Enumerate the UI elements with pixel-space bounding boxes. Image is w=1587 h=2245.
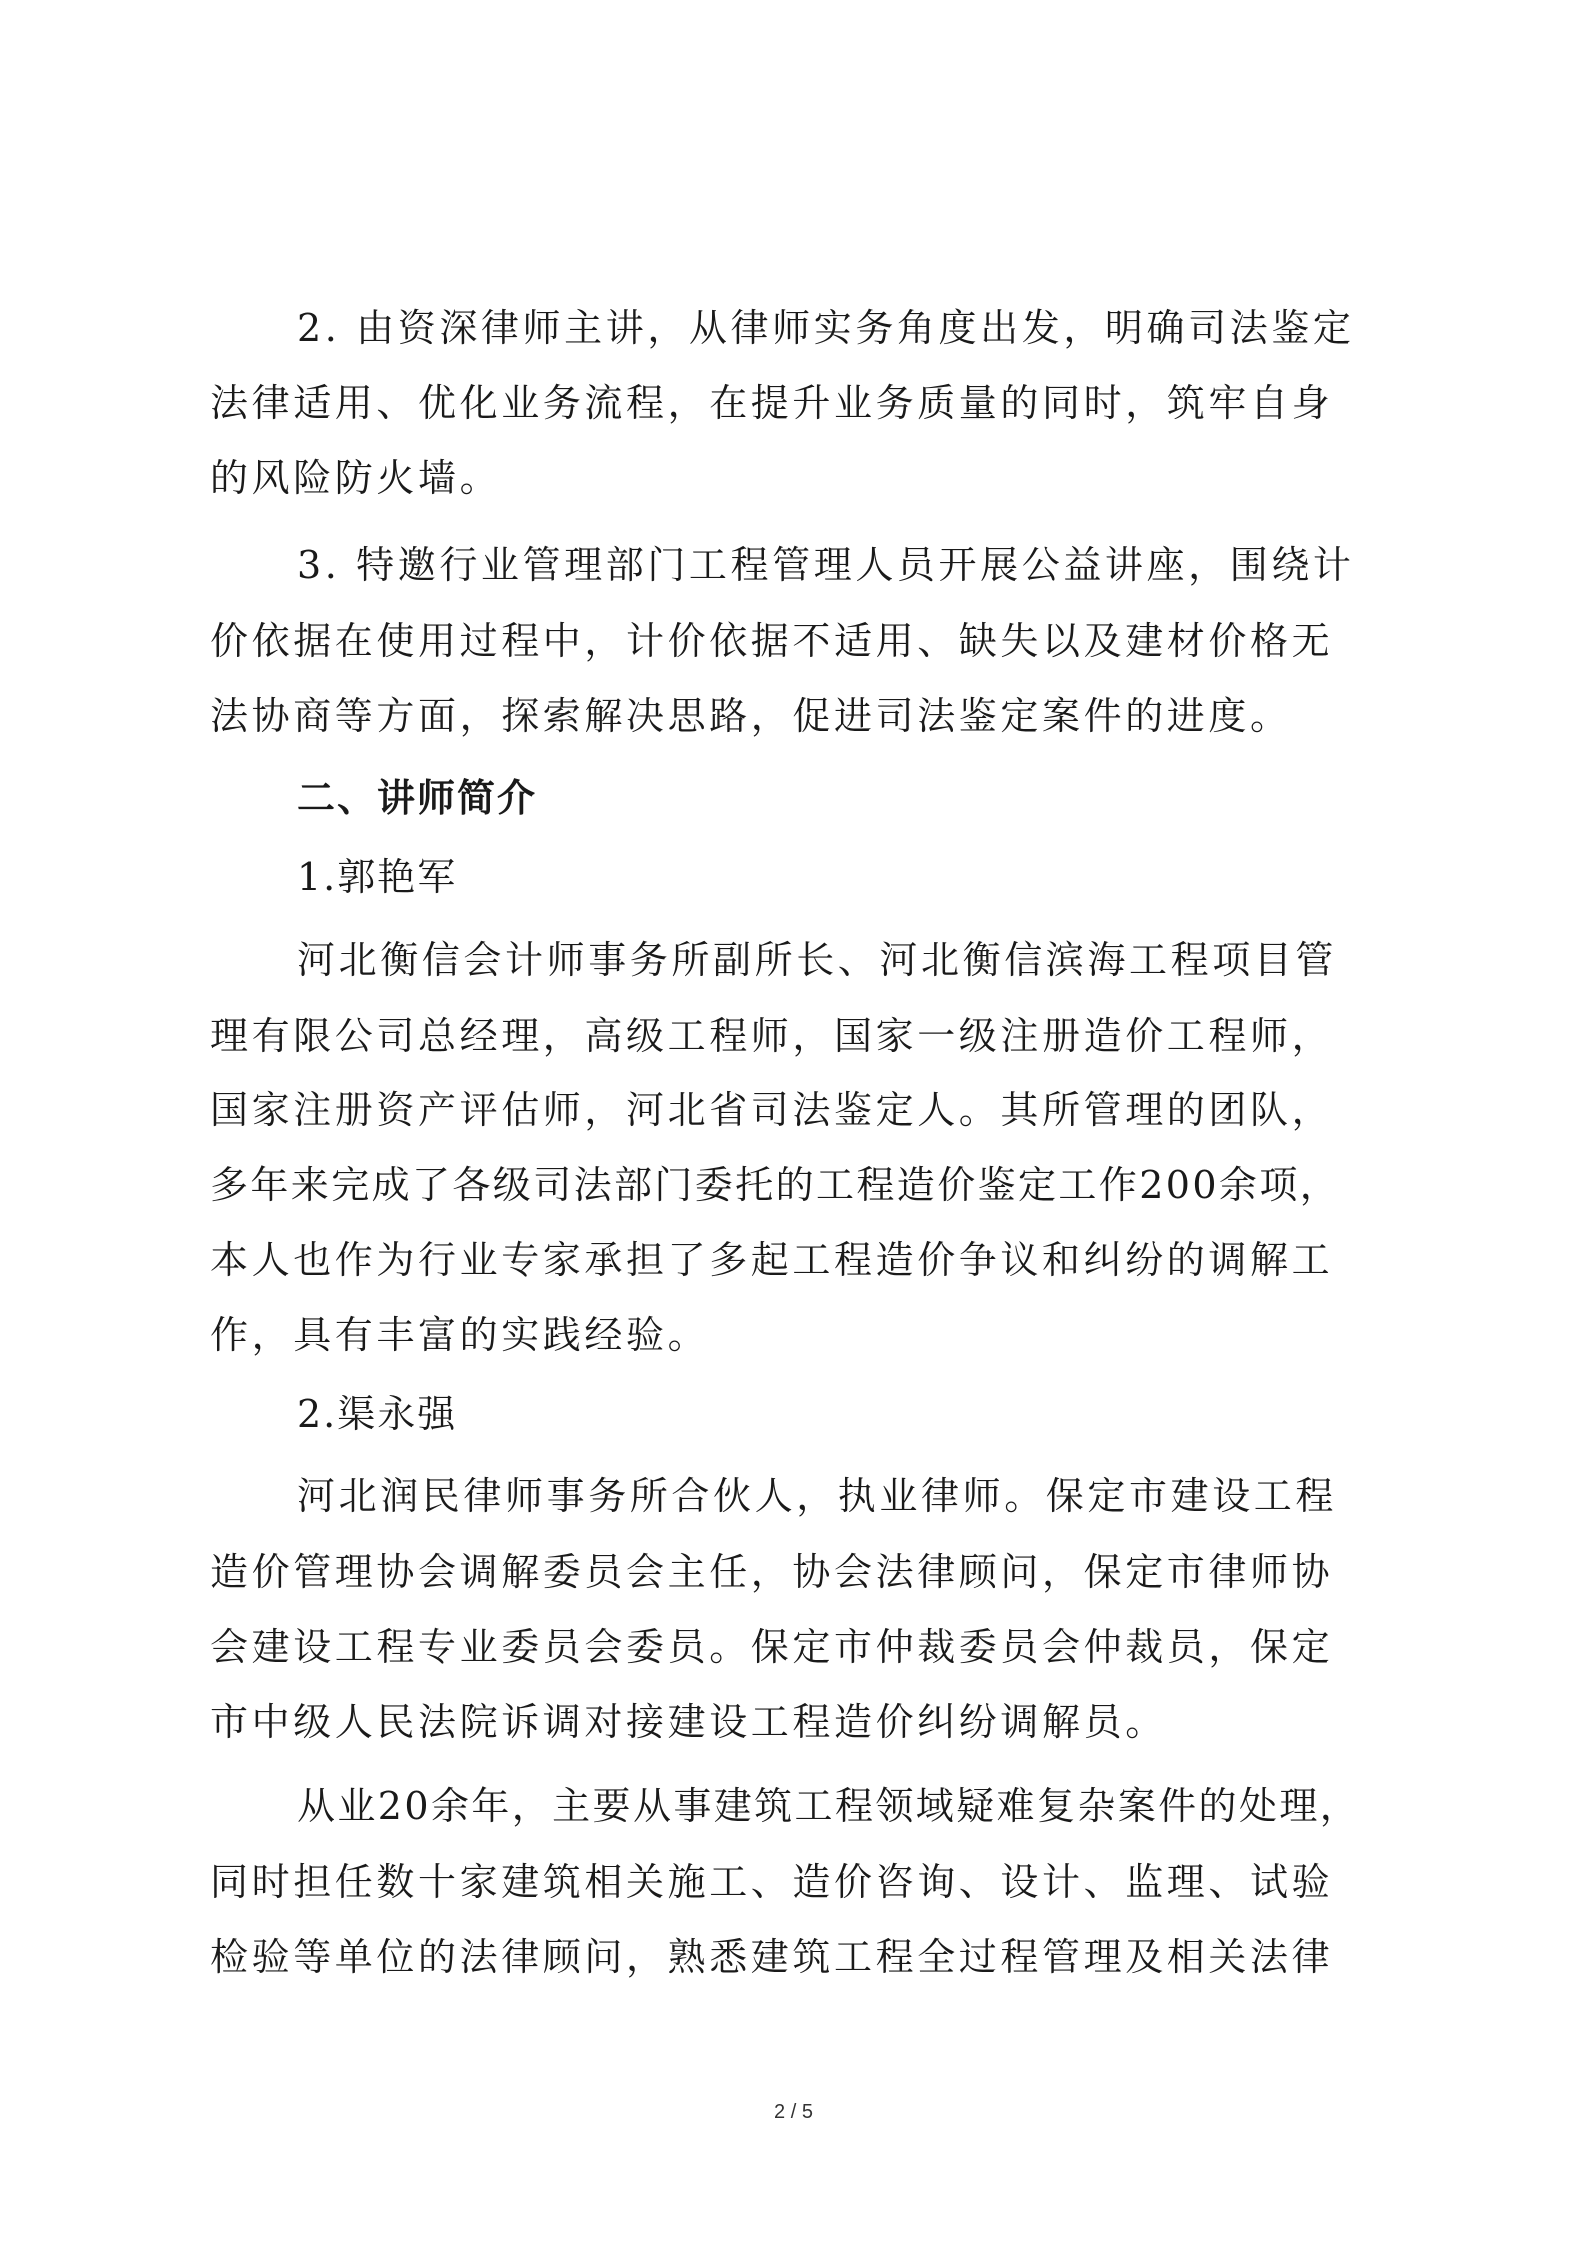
instructor-2-bio-line-3: 会建设工程专业委员会委员。保定市仲裁委员会仲裁员，保定 [210, 1625, 1334, 1669]
instructor-1-bio-line-4: 多年来完成了各级司法部门委托的工程造价鉴定工作200余项， [210, 1163, 1341, 1207]
instructor-1-bio-line-5: 本人也作为行业专家承担了多起工程造价争议和纠纷的调解工 [210, 1238, 1334, 1282]
paragraph-item-2-line-3: 的风险防火墙。 [210, 456, 502, 500]
page-number: 2 / 5 [774, 2101, 813, 2123]
instructor-1-bio-line-3: 国家注册资产评估师，河北省司法鉴定人。其所管理的团队， [210, 1088, 1334, 1132]
paragraph-item-2-line-2: 法律适用、优化业务流程，在提升业务质量的同时，筑牢自身 [210, 381, 1334, 425]
instructor-1-name: 1.郭艳军 [297, 855, 458, 899]
instructor-1-bio-line-2: 理有限公司总经理，高级工程师，国家一级注册造价工程师， [210, 1014, 1334, 1058]
instructor-2-bio-line-2: 造价管理协会调解委员会主任，协会法律顾问，保定市律师协 [210, 1550, 1334, 1594]
instructor-1-bio-line-1: 河北衡信会计师事务所副所长、河北衡信滨海工程项目管 [297, 938, 1338, 982]
paragraph-item-2-line-1: 2. 由资深律师主讲，从律师实务角度出发，明确司法鉴定 [297, 306, 1355, 350]
instructor-2-bio-line-4: 市中级人民法院诉调对接建设工程造价纠纷调解员。 [210, 1700, 1167, 1744]
instructor-2-experience-line-2: 同时担任数十家建筑相关施工、造价咨询、设计、监理、试验 [210, 1860, 1334, 1904]
instructor-2-experience-line-1: 从业20余年，主要从事建筑工程领域疑难复杂案件的处理， [297, 1784, 1361, 1828]
paragraph-item-3-line-3: 法协商等方面，探索解决思路，促进司法鉴定案件的进度。 [210, 694, 1292, 738]
instructor-2-name: 2.渠永强 [297, 1392, 458, 1436]
instructor-2-bio-line-1: 河北润民律师事务所合伙人，执业律师。保定市建设工程 [297, 1474, 1338, 1518]
instructor-1-bio-line-6: 作，具有丰富的实践经验。 [210, 1313, 710, 1357]
section-heading-instructors: 二、讲师简介 [297, 776, 538, 820]
instructor-2-experience-line-3: 检验等单位的法律顾问，熟悉建筑工程全过程管理及相关法律 [210, 1935, 1334, 1979]
paragraph-item-3-line-1: 3. 特邀行业管理部门工程管理人员开展公益讲座，围绕计 [297, 543, 1355, 587]
paragraph-item-3-line-2: 价依据在使用过程中，计价依据不适用、缺失以及建材价格无 [210, 619, 1334, 663]
